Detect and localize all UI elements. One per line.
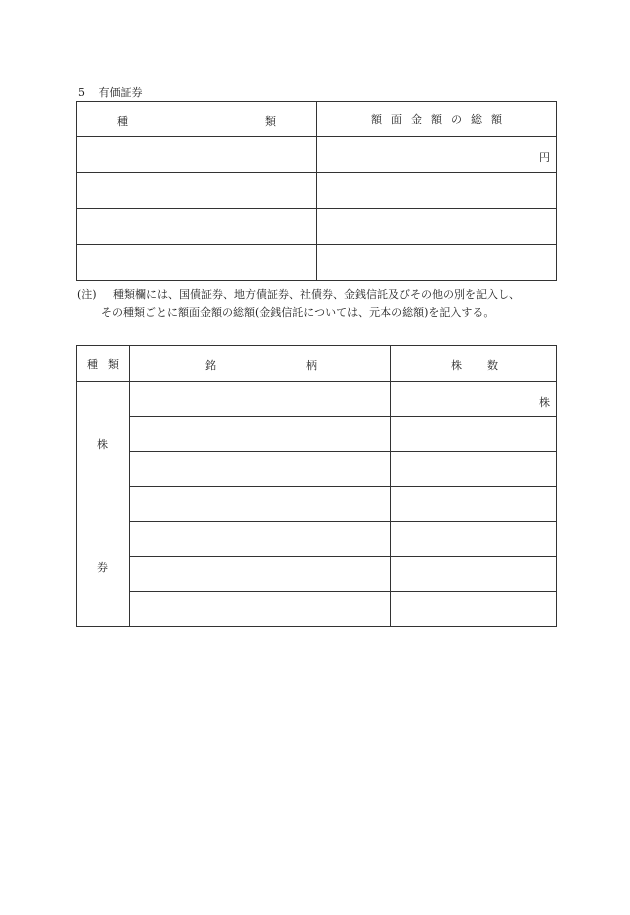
- yen-unit-label: 円: [539, 151, 550, 164]
- stock-kind-cell: [77, 382, 130, 627]
- brand-cell[interactable]: [130, 522, 391, 557]
- count-cell[interactable]: [391, 522, 557, 557]
- section-heading: [78, 84, 143, 100]
- count-cell[interactable]: [391, 487, 557, 522]
- brand-cell[interactable]: [130, 592, 391, 627]
- securities-table: [76, 101, 557, 281]
- table-row: [77, 417, 557, 452]
- table-row: [77, 382, 557, 417]
- header-type: [77, 102, 317, 137]
- amount-cell[interactable]: [317, 245, 557, 281]
- type-cell[interactable]: [77, 137, 317, 173]
- header-face-amount-total: 額面金額の総額: [317, 102, 557, 137]
- securities-header-row: [77, 102, 557, 137]
- shares-unit-label: 株: [539, 396, 550, 409]
- note-label: (注): [77, 288, 97, 301]
- brand-cell[interactable]: [130, 417, 391, 452]
- stocks-header-row: [77, 346, 557, 382]
- table-row: [77, 137, 557, 173]
- kind-char-1: 株: [97, 438, 108, 451]
- header-brand-char-2: 柄: [306, 359, 317, 372]
- table-row: [77, 592, 557, 627]
- brand-cell[interactable]: [130, 382, 391, 417]
- header-brand-char-1: 銘: [205, 359, 216, 372]
- type-cell[interactable]: [77, 209, 317, 245]
- header-brand: [130, 346, 391, 382]
- header-type-char-2: 類: [265, 115, 276, 128]
- header-share-count: [391, 346, 557, 382]
- count-cell[interactable]: [391, 417, 557, 452]
- amount-cell[interactable]: [317, 137, 557, 173]
- count-cell[interactable]: [391, 592, 557, 627]
- brand-cell[interactable]: [130, 452, 391, 487]
- brand-cell[interactable]: [130, 487, 391, 522]
- amount-cell[interactable]: [317, 209, 557, 245]
- table-row: [77, 452, 557, 487]
- table-row: [77, 245, 557, 281]
- table-row: [77, 487, 557, 522]
- brand-cell[interactable]: [130, 557, 391, 592]
- note: [77, 286, 567, 322]
- count-cell[interactable]: [391, 382, 557, 417]
- count-cell[interactable]: [391, 452, 557, 487]
- type-cell[interactable]: [77, 173, 317, 209]
- section-number: 5: [78, 86, 85, 99]
- type-cell[interactable]: [77, 245, 317, 281]
- header-kind: 種類: [77, 346, 130, 382]
- section-title: 有価証券: [98, 86, 143, 99]
- table-row: [77, 557, 557, 592]
- stocks-table: [76, 345, 557, 627]
- amount-cell[interactable]: [317, 173, 557, 209]
- kind-char-2: 券: [97, 561, 108, 574]
- count-cell[interactable]: [391, 557, 557, 592]
- table-row: [77, 173, 557, 209]
- table-row: [77, 522, 557, 557]
- note-line-2: その種類ごとに額面金額の総額(金銭信託については、元本の総額)を記入する。: [101, 306, 495, 319]
- table-row: [77, 209, 557, 245]
- header-count-char-1: 株: [451, 359, 462, 372]
- header-count-char-2: 数: [487, 359, 498, 372]
- note-line-1: [77, 286, 567, 304]
- header-type-char-1: 種: [117, 115, 128, 128]
- note-text-1: 種類欄には、国債証券、地方債証券、社債券、金銭信託及びその他の別を記入し、: [113, 288, 520, 301]
